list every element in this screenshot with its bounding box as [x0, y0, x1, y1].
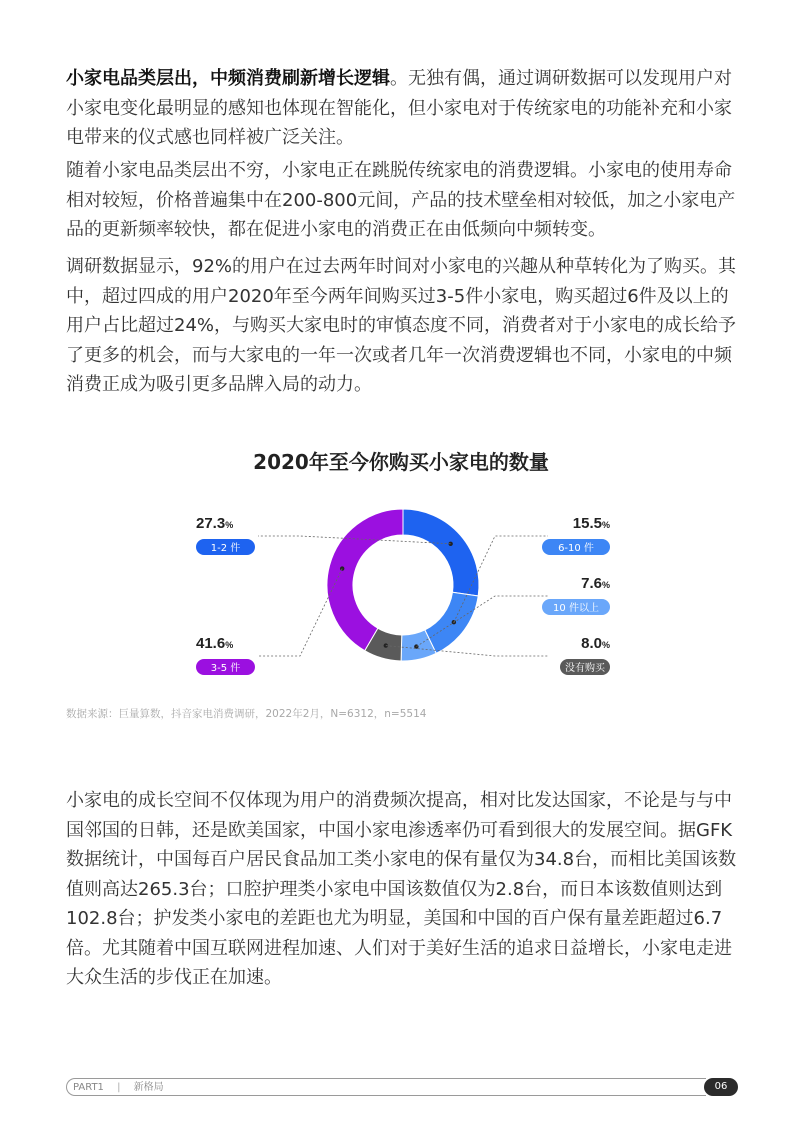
- donut-slices: [327, 509, 479, 661]
- slice-label-1: 1-2 件: [210, 543, 241, 554]
- slice-value-4: 8.0%: [581, 635, 610, 652]
- slice-label-5: 3-5 件: [210, 663, 241, 674]
- slice-5: [327, 509, 403, 651]
- slice-value-2: 15.5%: [572, 515, 610, 532]
- paragraph-2: 随着小家电品类层出不穷，小家电正在跳脱传统家电的消费逻辑。小家电的使用寿命相对较短，价格普遍集中在200-800元间，产品的技术壁垒相对较低，加之小家电产品的更新频率较快，都在促进小家电的消费正在由低频向中频转变。: [66, 160, 736, 240]
- slice-2: [425, 592, 478, 653]
- page-number: 06: [704, 1078, 738, 1096]
- paragraph-1-lead: 小家电品类层出，中频消费刷新增长逻辑: [66, 68, 390, 89]
- slice-value-1: 27.3%: [196, 515, 234, 532]
- donut-chart: [180, 500, 630, 680]
- footer-bar: [66, 1078, 706, 1096]
- slice-label-2: 6-10 件: [558, 543, 594, 554]
- paragraph-1: [66, 64, 742, 153]
- paragraph-3: 调研数据显示，92%的用户在过去两年时间对小家电的兴趣从种草转化为了购买。其中，超过四成的用户2020年至今两年间购买过3-5件小家电，购买超过6件及以上的用户占比超过24%，与购买大家电时的审慎态度不同，消费者对于小家电的成长给予了更多的机会，而与大家电的一年一次或者几年一次消费逻辑也不同，小家电的中频消费正成为吸引更多品牌入局的动力。: [66, 256, 737, 395]
- footer-divider: |: [117, 1082, 121, 1093]
- slice-label-3: 10 件以上: [553, 603, 599, 614]
- footer-section: 新格局: [133, 1082, 164, 1093]
- paragraph-4: 小家电的成长空间不仅体现为用户的消费频次提高，相对比发达国家，不论是与与中国邻国的日韩，还是欧美国家，中国小家电渗透率仍可看到很大的发展空间。据GFK数据统计，中国每百户居民食品加工类小家电的保有量仅为34.8台，而相比美国该数值则高达265.3台；口腔护理类小家电中国该数值仅为2.8台，而日本该数值则达到102.8台；护发类小家电的差距也尤为明显，美国和中国的百户保有量差距超过6.7倍。尤其随着中国互联网进程加速、人们对于美好生活的追求日益增长，小家电走进大众生活的步伐正在加速。: [66, 790, 737, 988]
- slice-1: [403, 509, 479, 596]
- paragraph-1-body: 。无独有偶，通过调研数据可以发现用户对小家电变化最明显的感知也体现在智能化，但小家电对于传统家电的功能补充和小家电带来的仪式感也同样被广泛关注。: [66, 68, 732, 148]
- chart-title: 2020年至今你购买小家电的数量: [253, 450, 549, 474]
- data-source-note: 数据来源：巨量算数，抖音家电消费调研，2022年2月，N=6312，n=5514: [66, 708, 427, 720]
- slice-label-4: 没有购买: [565, 663, 605, 674]
- slice-value-3: 7.6%: [581, 575, 610, 592]
- footer-part: PART1: [73, 1082, 104, 1093]
- slice-value-5: 41.6%: [196, 635, 234, 652]
